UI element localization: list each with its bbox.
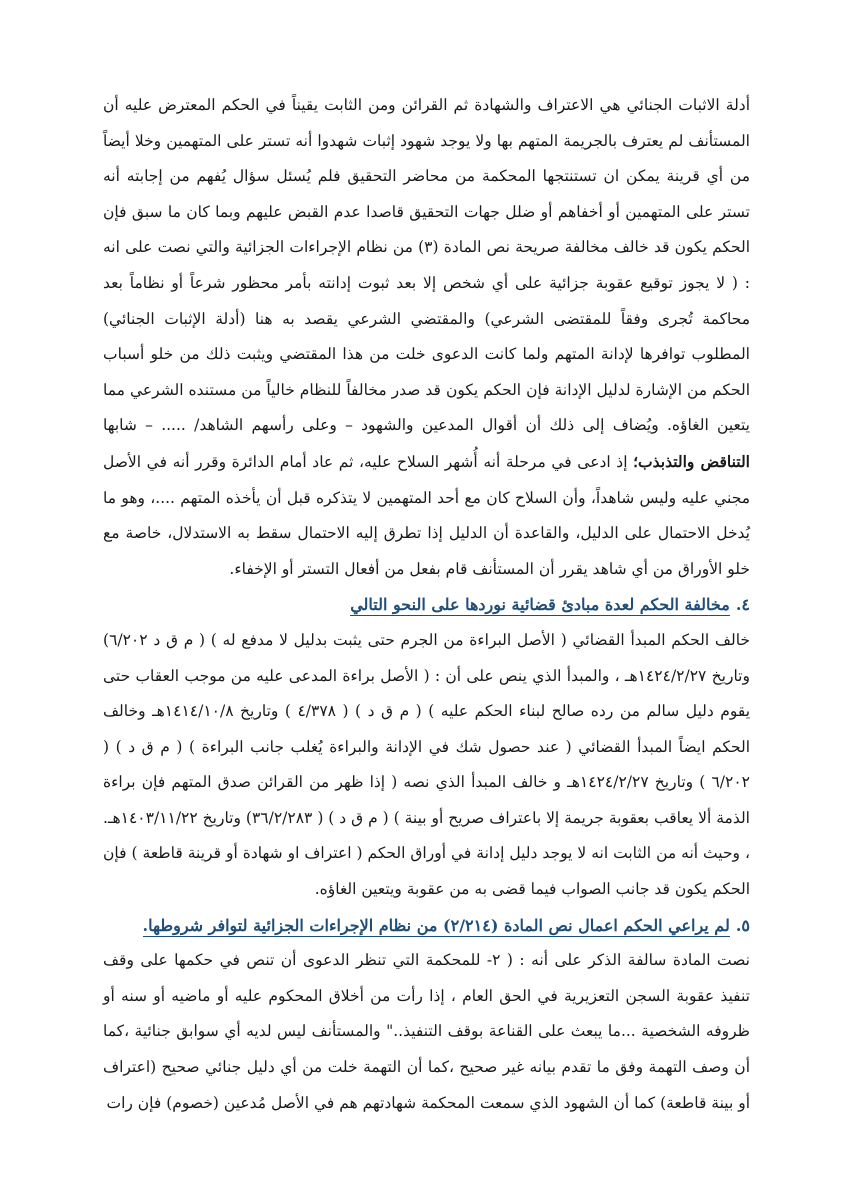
paragraph-evidence-part2: إذ ادعى في مرحلة أنه أُشهر السلاح عليه، ثم عاد أمام الدائرة وقرر أنه في الأصل مجني عليه وليس شاهداً، وأن السلاح كان مع أحد المتهمين لا يتذكره قبل أن يأخذه المتهم ....، وهو ما يُدخل الاحتمال على الدليل، والقاعدة أن الدليل إذا تطرق إليه الاحتمال سقط به الاستدلال، خاصة مع خلو الأوراق من أي شاهد يقرر أن المستأنف قام بفعل من أفعال التستر أو الإخفاء. (103, 452, 750, 578)
paragraph-evidence (103, 88, 750, 587)
section-title-4: مخالفة الحكم لعدة مبادئ قضائية نوردها على النحو التالي (350, 595, 730, 615)
paragraph-principles: خالف الحكم المبدأ القضائي ( الأصل البراءة من الجرم حتى يثبت بدليل لا مدفع له ) ( م ق د ٦/٢٠٢) وتاريخ ١٤٢٤/٢/٢٧هـ ، والمبدأ الذي ينص على أن : ( الأصل براءة المدعى عليه من موجب العقاب حتى يقوم دليل سالم من رده صالح لبناء الحكم عليه ) ( م ق د ) ( ٤/٣٧٨ ) وتاريخ ١٤١٤/١٠/٨هـ وخالف الحكم ايضاً المبدأ القضائي ( عند حصول شك في الإدانة والبراءة يُغلب جانب البراءة ) ( م ق د ) ( ٦/٢٠٢ ) وتاريخ ١٤٢٤/٢/٢٧هـ و خالف المبدأ الذي نصه ( إذا ظهر من القرائن صدق المتهم فإن براءة الذمة ألا يعاقب بعقوبة جريمة إلا باعتراف صريح أو بينة ) ( م ق د ) ( ٣٦/٢/٢٨٣) وتاريخ ١٤٠٣/١١/٢٢هـ. ، وحيث أنه من الثابت انه لا يوجد دليل إدانة في أوراق الحكم ( اعتراف او شهادة أو قرينة قاطعة ) فإن الحكم يكون قد جانب الصواب فيما قضى به من عقوبة ويتعين الغاؤه. (103, 630, 751, 899)
paragraph-article-214: نصت المادة سالفة الذكر على أنه : ( ٢- للمحكمة التي تنظر الدعوى أن تنص في حكمها على وقف تنفيذ عقوبة السجن التعزيرية في الحق العام ، إذا رأت من أخلاق المحكوم عليه أو ماضيه أو سنه أو ظروفه الشخصية ...ما يبعث على القناعة بوقف التنفيذ.." والمستأنف ليس لديه أي سوابق جنائية ،كما أن وصف التهمة وفق ما تقدم بيانه غير صحيح ،كما أن التهمة خلت من أي دليل جنائي صحيح (اعتراف أو بينة قاطعة) كما أن الشهود الذي سمعت المحكمة شهادتهم هم في الأصل مُدعين (خصوم) فإن رات (103, 951, 750, 1112)
paragraph-evidence-part1: أدلة الاثبات الجنائي هي الاعتراف والشهادة ثم القرائن ومن الثابت يقيناً في الحكم المعترض عليه أن المستأنف لم يعترف بالجريمة المتهم بها ولا يوجد شهود إثبات شهدوا أنه تستر على المتهمين وخلا أيضاً من أي قرينة يمكن ان تستنتجها المحكمة من محاضر التحقيق فلم يُسئل سؤال يُفهم من إجابته أنه تستر على المتهمين أو أخفاهم أو ضلل جهات التحقيق قاصدا عدم القبض عليهم وبما كان ما سبق فإن الحكم يكون قد خالف مخالفة صريحة نص المادة (٣) من نظام الإجراءات الجزائية والتي نصت على انه : ( لا يجوز توقيع عقوبة جزائية على أي شخص إلا بعد ثبوت إدانته بأمر محظور شرعاً أو نظاماً بعد محاكمة تُجرى وفقاً للمقتضى الشرعي) والمقتضي الشرعي يقصد به هنا (أدلة الإثبات الجنائي) المطلوب توافرها لإدانة المتهم ولما كانت الدعوى خلت من هذا المقتضي ويثبت ذلك من خلو أسباب الحكم من الإشارة لدليل الإدانة فإن الحكم يكون قد صدر مخالفاً للنظام خالياً من مستنده الشرعي مما يتعين الغاؤه. ويُضاف إلى ذلك أن أقوال المدعين والشهود – وعلى رأسهم الشاهد/ ..... – شابها (103, 96, 751, 435)
section-heading-5 (103, 908, 750, 944)
document-page (103, 88, 750, 1121)
section-number-4: ٤. (735, 595, 750, 615)
emphasis-contradiction: التناقض والتذبذب؛ (633, 451, 750, 471)
section-number-5: ٥. (735, 915, 750, 935)
section-title-5: لم يراعي الحكم اعمال نص المادة (٢/٢١٤) من نظام الإجراءات الجزائية لتوافر شروطها. (142, 915, 730, 935)
section-heading-4 (103, 587, 750, 623)
